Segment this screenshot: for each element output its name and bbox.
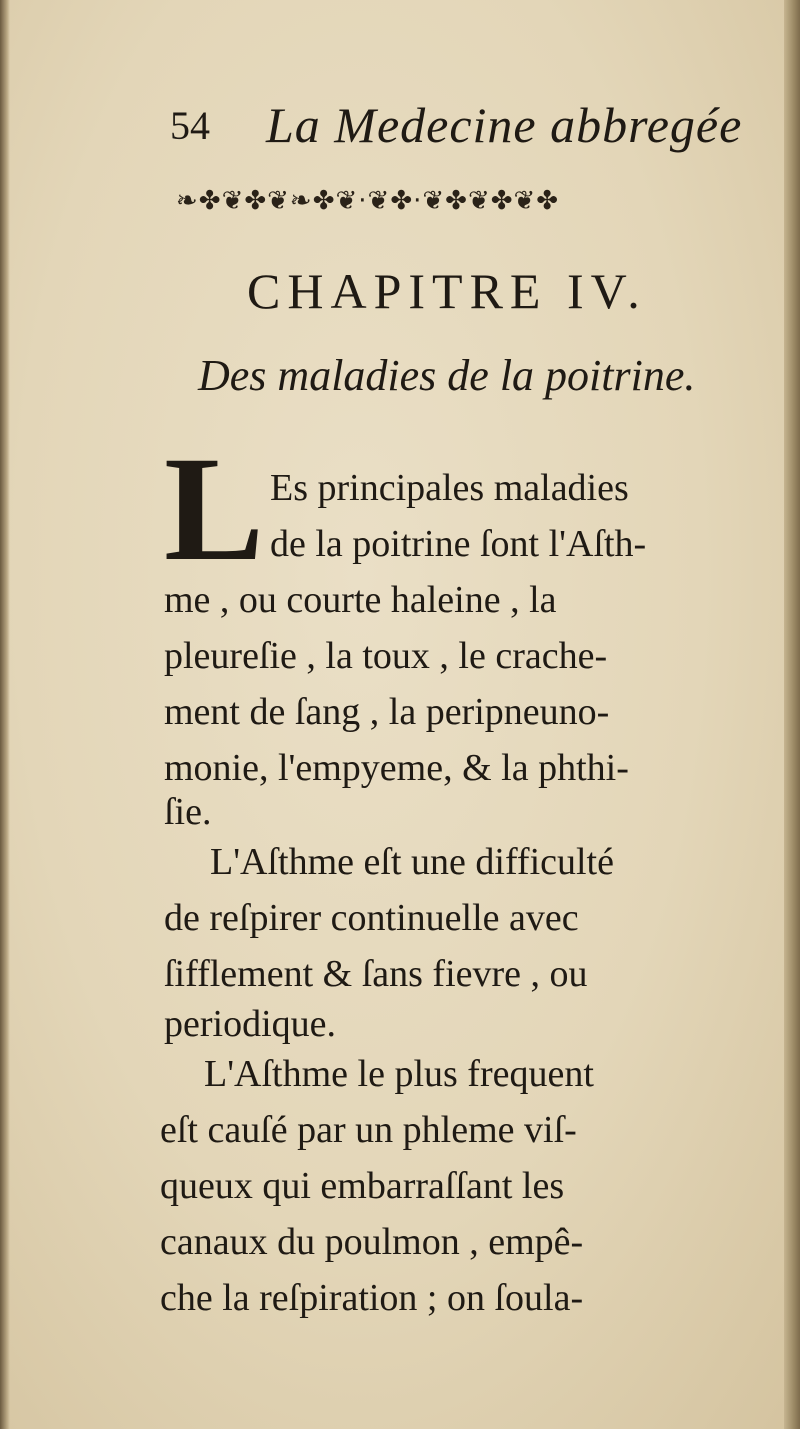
text-line: che la reſpiration ; on ſoula- <box>160 1277 584 1319</box>
text-line: ſie. <box>164 791 212 833</box>
text-line: pleureſie , la toux , le crache- <box>164 635 608 677</box>
text-line: Es principales maladies <box>270 467 629 509</box>
running-head <box>170 92 760 162</box>
text-line: monie, l'empyeme, & la phthi- <box>164 747 629 789</box>
text-line: periodique. <box>164 1003 337 1045</box>
chapter-title: CHAPITRE IV. <box>247 263 647 319</box>
text-line: canaux du poulmon , empê- <box>160 1221 584 1263</box>
ornamental-border: ❧✤❦✤❦❧✤❦·❦✤·❦✤❦✤❦✤ <box>176 186 560 216</box>
page-number: 54 <box>170 103 210 148</box>
page-gutter <box>0 0 10 1429</box>
text-line: queux qui embarraſſant les <box>160 1165 565 1207</box>
drop-cap: L <box>164 426 265 592</box>
page-edge <box>784 0 800 1429</box>
chapter-subtitle: Des maladies de la poitrine. <box>198 351 696 400</box>
text-line: de la poitrine ſont l'Aſth- <box>270 523 647 565</box>
text-line: ſifflement & ſans fievre , ou <box>164 953 588 995</box>
text-line: ment de ſang , la peripneuno- <box>164 691 610 733</box>
text-line: L'Aſthme eſt une difficulté <box>210 841 614 883</box>
text-line: L'Aſthme le plus frequent <box>204 1053 594 1095</box>
text-line: de reſpirer continuelle avec <box>164 897 579 939</box>
text-line: eſt cauſé par un phleme viſ- <box>160 1109 577 1151</box>
text-line: me , ou courte haleine , la <box>164 579 557 621</box>
running-title: La Medecine abbregée <box>266 97 743 153</box>
